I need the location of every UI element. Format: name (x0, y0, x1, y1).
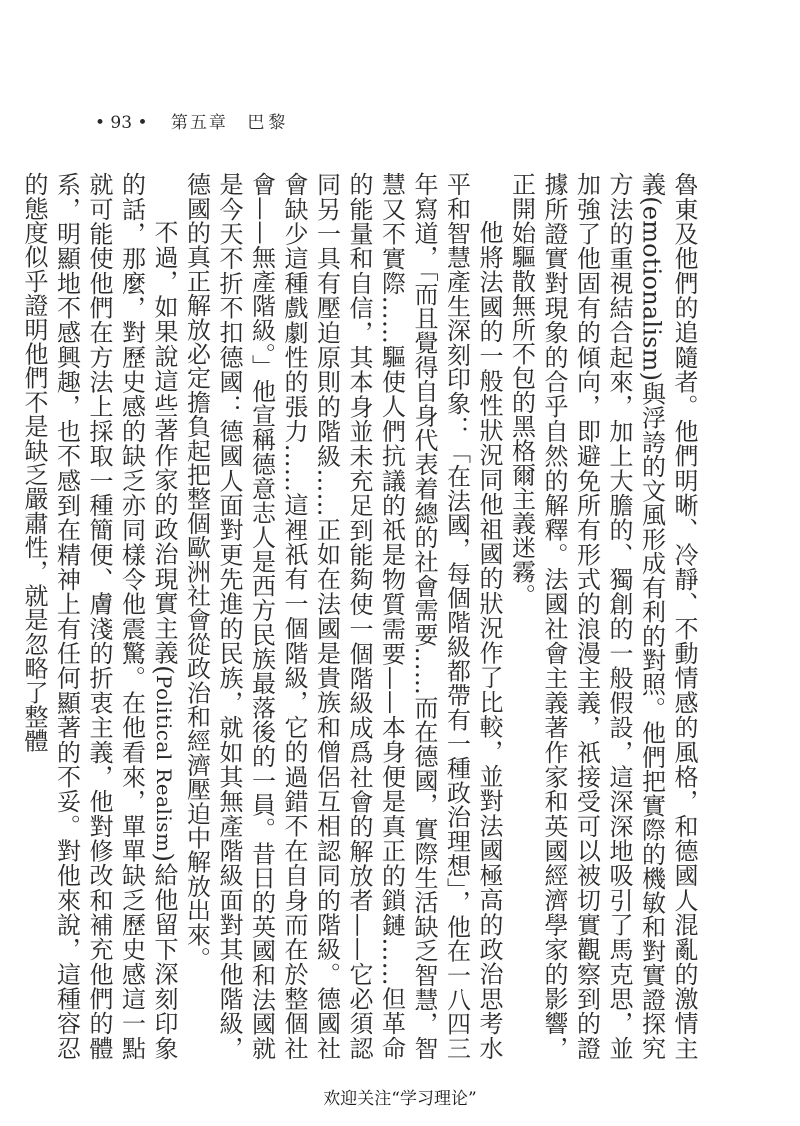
page-header (95, 108, 289, 133)
paragraph-3 (18, 172, 181, 1060)
paragraph-1: 魯東及他們的追隨者。他們明晰、冷靜、不動情感的風格，和德國人混亂的激情主義(emotionalism)與浮誇的文風形成有利的對照。他們把實際的機敏和對實證探究方法的重視結合起來，加上大膽的、獨創的一般假設，這深深地吸引了馬克思，並加強了他固有的傾向，即避免所有形式的浪漫主義，祇接受可以被切實觀察到的證據所證實對現象的合乎自然的解釋。法國社會主義著作家和英國經濟學家的影響，正開始驅散無所不包的黑格爾主義迷霧。 (507, 172, 698, 1060)
paragraph-2: 他將法國的一般性狀況同他祖國的狀況作了比較，並對法國極高的政治思考水平和智慧產生深刻印象：「在法國，每個階級都帶有一種政治理想」，他在一八四三年寫道，「而且覺得自身代表着總的社會需要……而在德國，實際生活缺乏智慧，智慧又不實際……驅使人們抗議的祇是物質需要——本身便是真正的鎖鏈……但革命的能量和自信，其本身並未充足到能夠使一個階級成爲社會的解放者——它必須認同另一具有壓迫原則的階級……正如在法國是貴族和僧侶互相認同的階級。德國社會缺少這種戲劇性的張力……這裡祇有一個階級，它的過錯不在自身而在於整個社會——無產階級。」他宣稱德意志人是西方民族最落後的一員。昔日的英國和法國就是今天不折不扣德國：德國人面對更先進的民族，就如其無產階級面對其他階級，德國的真正解放必定擔負起把整個歐洲社會從政治和經濟壓迫中解放出來。 (182, 172, 503, 1060)
paragraph-3-part-1: 不過，如果說這些著作家的政治現實主義( (150, 220, 178, 675)
vertical-body-text (20, 172, 700, 1060)
page-number: • 93 • (95, 113, 148, 133)
paragraph-3-part-2: )給他留下深刻印象的話，那麼，對歷史感的缺乏亦同樣令他震驚。在他看來，單單缺乏歷史感這一點就可能使他們在方法上採取一種簡便、膚淺的折衷主義，他對修改和補充他們的體系，明顯地不感興趣，也不感到在精神上有任何顯著的不妥。對他來說，這種容忍的態度似乎證明他們不是缺乏嚴肅性，就是忽略了整體 (20, 172, 178, 1060)
chapter-subtitle: 巴黎 (247, 113, 290, 133)
chapter-title: 第五章 (170, 113, 228, 133)
paragraph-3-latin-term: Political Realism (152, 674, 176, 853)
footer-watermark: 欢迎关注“学习理论” (323, 1089, 477, 1109)
